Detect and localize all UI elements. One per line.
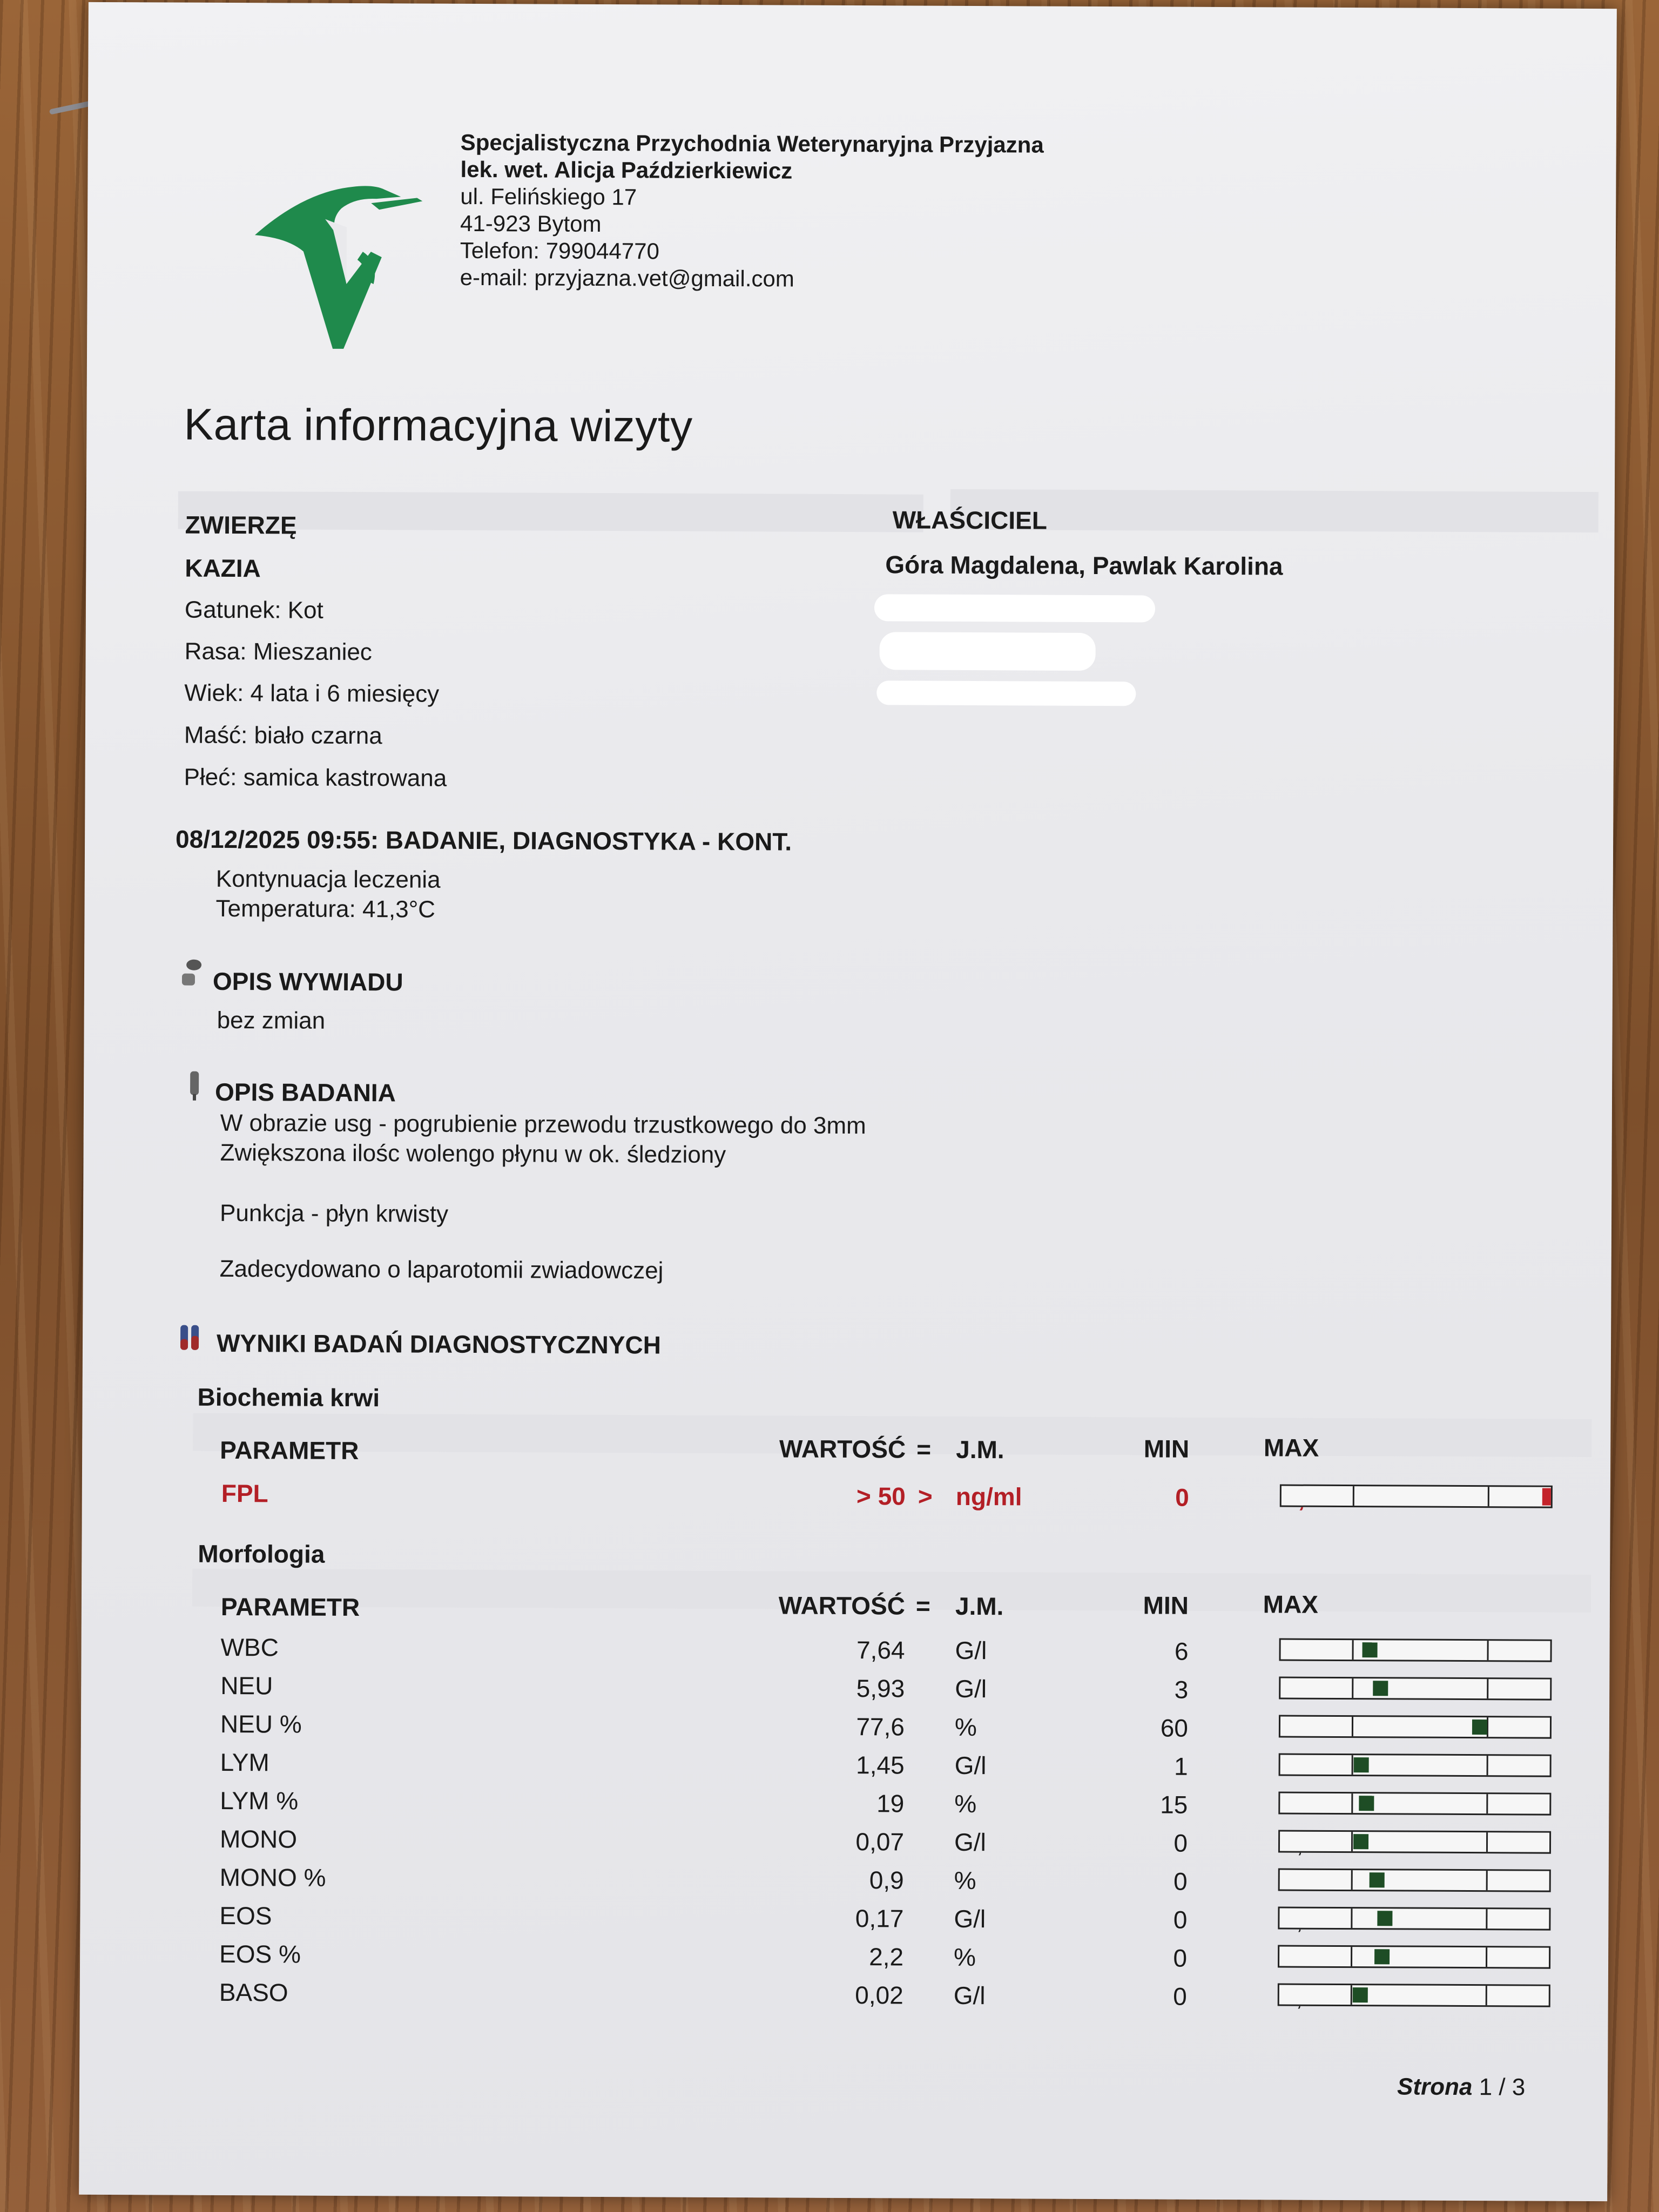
min-cell: 1 — [1174, 1752, 1188, 1781]
min-cell: 60 — [1160, 1714, 1189, 1742]
exam-line1: W obrazie usg - pogrubienie przewodu trzustkowego do 3mm — [220, 1109, 866, 1139]
footer-page: 1 — [1479, 2074, 1493, 2101]
range-bar — [1278, 1791, 1551, 1815]
range-marker — [1353, 1757, 1368, 1772]
unit-cell: % — [954, 1866, 976, 1895]
results-heading: WYNIKI BADAŃ DIAGNOSTYCZNYCH — [216, 1328, 662, 1359]
value-cell: 0,07 — [855, 1827, 905, 1856]
range-tick — [1353, 1486, 1354, 1506]
redaction — [879, 632, 1095, 671]
morph-heading: Morfologia — [198, 1539, 325, 1568]
range-bar — [1279, 1753, 1552, 1777]
range-tick — [1486, 1909, 1487, 1928]
range-tick — [1486, 1832, 1488, 1852]
value-cell: 5,93 — [856, 1674, 905, 1703]
param-cell: LYM — [220, 1748, 269, 1777]
value-cell: 7,64 — [856, 1636, 905, 1664]
range-marker — [1373, 1681, 1388, 1696]
exam-icon — [184, 1069, 205, 1102]
animal-age: Wiek: 4 lata i 6 miesięcy — [184, 679, 440, 707]
range-tick — [1485, 1986, 1487, 2005]
param-cell: NEU % — [220, 1709, 302, 1738]
interview-icon — [179, 957, 205, 990]
clinic-header — [460, 129, 1044, 294]
col-min: MIN — [1143, 1434, 1190, 1463]
col-param: PARAMETR — [220, 1435, 359, 1465]
param-cell: MONO % — [219, 1863, 326, 1892]
range-marker — [1369, 1872, 1384, 1887]
range-tick — [1352, 1717, 1353, 1736]
range-tick — [1486, 1871, 1487, 1890]
value-cell: > 50 — [856, 1482, 906, 1510]
min-cell: 0 — [1173, 1867, 1188, 1896]
range-tick — [1352, 1640, 1354, 1660]
owner-band — [950, 489, 1599, 532]
range-bar — [1279, 1676, 1552, 1700]
col-max: MAX — [1263, 1590, 1319, 1618]
col-param: PARAMETR — [220, 1592, 360, 1622]
redaction — [876, 680, 1136, 706]
col-eq: = — [916, 1435, 932, 1464]
range-tick — [1486, 1947, 1487, 1967]
range-tick — [1486, 1794, 1488, 1813]
param-cell: FPL — [221, 1479, 268, 1508]
param-cell: EOS — [219, 1901, 272, 1930]
page-title: Karta informacyjna wizyty — [184, 400, 693, 451]
range-bar — [1278, 1945, 1550, 1968]
min-cell: 0 — [1175, 1483, 1189, 1512]
clinic-doctor: lek. wet. Alicja Paździerkiewicz — [460, 156, 793, 184]
owner-names: Góra Magdalena, Pawlak Karolina — [885, 550, 1283, 581]
range-tick — [1487, 1487, 1489, 1506]
min-cell: 6 — [1174, 1637, 1189, 1665]
value-cell: 0,02 — [855, 1981, 903, 2009]
col-max: MAX — [1263, 1433, 1319, 1462]
param-cell: EOS % — [219, 1939, 301, 1968]
animal-breed: Rasa: Mieszaniec — [184, 638, 372, 666]
unit-cell: % — [954, 1789, 977, 1818]
range-bar — [1278, 1906, 1550, 1930]
col-eq: = — [915, 1591, 930, 1620]
min-cell: 0 — [1174, 1829, 1188, 1857]
min-cell: 0 — [1173, 1982, 1187, 2011]
min-cell: 3 — [1174, 1675, 1189, 1704]
range-bar — [1278, 1830, 1551, 1853]
clinic-name: Specjalistyczna Przychodnia Weterynaryjna Przyjazna — [460, 129, 1044, 158]
range-marker — [1374, 1949, 1390, 1964]
unit-cell: ng/ml — [955, 1482, 1022, 1511]
range-marker — [1359, 1796, 1374, 1811]
exam-line2: Zwiększona ilośc wolengo płynu w ok. śledziony — [220, 1139, 726, 1169]
owner-heading: WŁAŚCICIEL — [892, 505, 1048, 535]
animal-sex: Płeć: samica kastrowana — [184, 764, 447, 792]
param-cell: WBC — [220, 1633, 279, 1662]
param-cell: LYM % — [220, 1786, 299, 1815]
range-bar — [1279, 1715, 1552, 1738]
exam-heading: OPIS BADANIA — [214, 1077, 396, 1107]
footer-label: Strona — [1397, 2073, 1473, 2101]
animal-name: KAZIA — [185, 554, 261, 583]
value-cell: 77,6 — [856, 1712, 905, 1741]
range-tick — [1352, 1678, 1353, 1698]
document-page — [79, 2, 1617, 2201]
unit-cell: G/l — [955, 1674, 987, 1703]
value-cell: 0,17 — [855, 1904, 904, 1933]
range-tick — [1351, 1870, 1353, 1890]
unit-cell: G/l — [954, 1751, 987, 1780]
footer-total: / 3 — [1499, 2074, 1526, 2101]
visit-line1: Kontynuacja leczenia — [215, 865, 441, 893]
param-cell: MONO — [219, 1824, 298, 1853]
range-marker — [1472, 1719, 1487, 1735]
range-marker — [1353, 1834, 1368, 1849]
interview-text: bez zmian — [217, 1007, 326, 1034]
flag-cell: > — [918, 1482, 933, 1510]
min-cell: 0 — [1173, 1944, 1188, 1972]
col-min: MIN — [1143, 1591, 1189, 1620]
unit-cell: G/l — [955, 1636, 987, 1665]
range-tick — [1351, 1793, 1353, 1813]
range-marker — [1542, 1488, 1551, 1506]
redaction — [874, 594, 1155, 622]
range-marker — [1377, 1911, 1392, 1926]
range-marker — [1352, 1987, 1367, 2002]
interview-heading: OPIS WYWIADU — [212, 967, 403, 996]
exam-line4: Zadecydowano o laparotomii zwiadowczej — [219, 1255, 664, 1284]
min-cell: 15 — [1160, 1790, 1188, 1819]
unit-cell: % — [954, 1712, 977, 1742]
param-cell: NEU — [220, 1671, 273, 1700]
value-cell: 2,2 — [869, 1943, 904, 1971]
unit-cell: % — [953, 1943, 976, 1972]
range-tick — [1351, 1908, 1353, 1928]
range-bar — [1278, 1868, 1551, 1892]
unit-cell: G/l — [953, 1981, 986, 2010]
biochem-heading: Biochemia krwi — [197, 1382, 380, 1412]
min-cell: 0 — [1173, 1905, 1188, 1934]
col-unit: J.M. — [955, 1591, 1004, 1621]
animal-species: Gatunek: Kot — [184, 596, 323, 624]
unit-cell: G/l — [954, 1827, 986, 1857]
clinic-street: ul. Felińskiego 17 — [460, 183, 637, 210]
value-cell: 19 — [876, 1789, 905, 1818]
range-marker — [1362, 1642, 1377, 1657]
param-cell: BASO — [219, 1978, 288, 2007]
range-bar — [1279, 1638, 1552, 1662]
range-tick — [1486, 1756, 1488, 1775]
col-value: WARTOŚĆ — [778, 1591, 906, 1620]
range-bar — [1280, 1484, 1553, 1508]
clinic-city: 41-923 Bytom — [460, 210, 602, 237]
range-tick — [1487, 1679, 1488, 1698]
visit-header: 08/12/2025 09:55: BADANIE, DIAGNOSTYKA - KONT. — [175, 825, 792, 856]
clinic-phone: Telefon: 799044770 — [460, 237, 659, 264]
animal-color: Maść: biało czarna — [184, 721, 382, 750]
unit-cell: G/l — [954, 1904, 986, 1933]
visit-temperature: Temperatura: 41,3°C — [215, 895, 436, 923]
clinic-logo-icon — [238, 170, 444, 360]
col-unit: J.M. — [956, 1435, 1004, 1464]
exam-line3: Punkcja - płyn krwisty — [219, 1199, 449, 1228]
animal-heading: ZWIERZĘ — [185, 510, 297, 539]
value-cell: 1,45 — [855, 1751, 905, 1779]
clinic-email: e-mail: przyjazna.vet@gmail.com — [460, 264, 794, 292]
range-tick — [1487, 1641, 1488, 1660]
test-tubes-icon — [177, 1323, 210, 1353]
page-footer — [1397, 2073, 1525, 2101]
value-cell: 0,9 — [869, 1866, 904, 1894]
col-value: WARTOŚĆ — [779, 1434, 906, 1464]
range-tick — [1351, 1947, 1352, 1966]
range-bar — [1278, 1983, 1550, 2007]
